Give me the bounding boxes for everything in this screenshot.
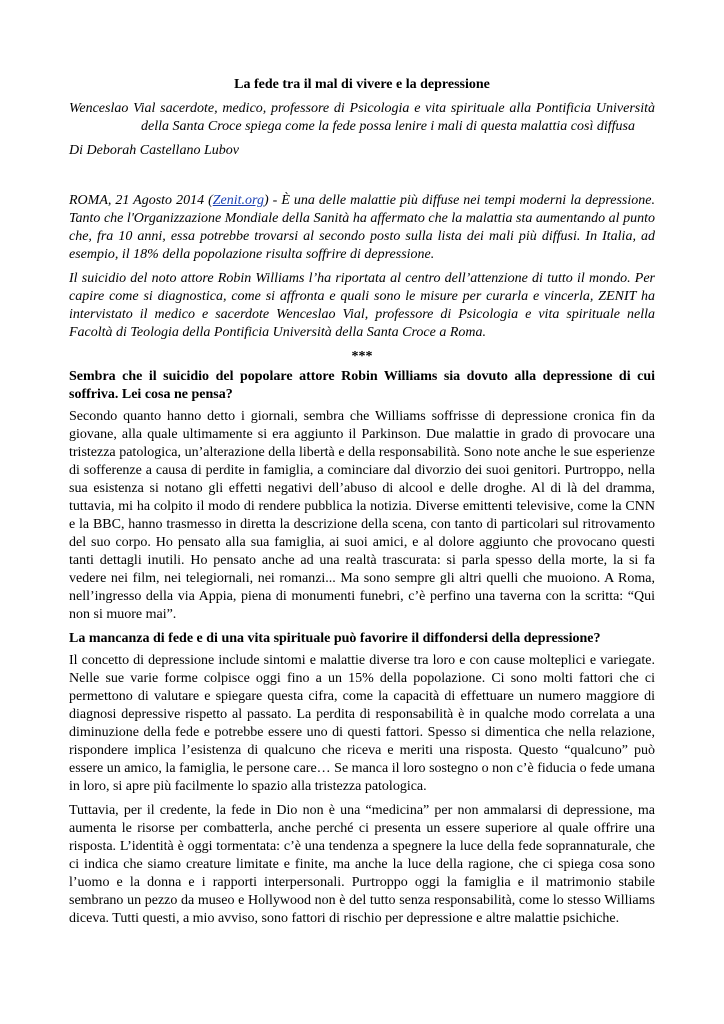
zenit-link[interactable]: Zenit.org — [212, 193, 264, 208]
article-subtitle: Wenceslao Vial sacerdote, medico, professore di Psicologia e vita spirituale alla Pontificia Università della Santa Croce spiega come la fede possa lenire i mali di questa malattia così diffusa — [69, 101, 655, 134]
article-title: La fede tra il mal di vivere e la depressione — [234, 77, 490, 92]
interview-answer-1: Secondo quanto hanno detto i giornali, sembra che Williams soffrisse di depressione cronica fin da giovane, alla quale ultimamente si era aggiunto il Parkinson. Due malattie in grado di provocare una tristezza patologica, un’alterazione della libertà e della responsabilità. Sono note anche le sue esperienze di sofferenze a causa di perdite in famiglia, a cominciare dal divorzio dei suoi genitori. Purtroppo, nella sua esistenza si notano gli effetti negativi dell’abuso di alcool e delle droghe. Al di là del dramma, tuttavia, mi ha colpito il modo di rendere pubblica la notizia. Diverse emittenti televisive, come la CNN e la BBC, hanno trasmesso in diretta la descrizione della scena, con tanto di particolari sul ritrovamento del suo corpo. Ho pensato alla sua famiglia, ai suoi amici, e al dolore aggiunto che provocano questi tanti dettagli inutili. Ho pensato anche ad una realtà trascurata: si parla spesso della morte, la si fa vedere nei film, nei telegiornali, nei romanzi... Ma sono sempre gli altri quelli che muoiono. A Roma, nell’ingresso della via Appia, piena di monumenti funebri, c’è perfino una taverna con la scritta: “Qui non si muore mai”. — [69, 409, 655, 622]
lead-paragraph-1 — [69, 192, 655, 264]
lead-body: ) - È una delle malattie più diffuse nei tempi moderni la depressione. Tanto che l'Organizzazione Mondiale della Sanità ha affermato che la malattia sta aumentando al punto che, fra 10 anni, essa potrebbe trovarsi al secondo posto sulla lista dei mali più diffusi. In Italia, ad esempio, il 18% della popolazione risulta soffrire di depressione. — [69, 193, 655, 262]
lead-prefix: ROMA, 21 Agosto 2014 ( — [69, 193, 213, 208]
interview-question-1: Sembra che il suicidio del popolare attore Robin Williams sia dovuto alla depressione di cui soffriva. Lei cosa ne pensa? — [69, 369, 655, 402]
section-separator: *** — [351, 349, 373, 364]
lead-paragraph-2: Il suicidio del noto attore Robin Williams l’ha riportata al centro dell’attenzione di tutto il mondo. Per capire come si diagnostica, come si affronta e quali sono le misure per curarla e vincerla, ZENIT ha intervistato il medico e sacerdote Wenceslao Vial, professore di Psicologia e vita spirituale nella Facoltà di Teologia della Pontificia Università della Santa Croce a Roma. — [69, 271, 655, 340]
document-page — [69, 76, 655, 934]
interview-question-2: La mancanza di fede e di una vita spirituale può favorire il diffondersi della depressione? — [69, 631, 601, 646]
interview-answer-2b: Tuttavia, per il credente, la fede in Dio non è una “medicina” per non ammalarsi di depressione, ma aumenta le risorse per combatterla, anche perché ci presenta un essere superiore al quale offrire una risposta. L’identità è oggi tormentata: c’è una tendenza a spegnere la luce della fede soprannaturale, che ci indica che siamo creature limitate e finite, ma anche la luce della ragione, che ci spiega cosa sono l’uomo e la donna e i rapporti interpersonali. Purtroppo oggi la famiglia e il matrimonio stabile sembrano un pezzo da museo e Hollywood non è del tutto senza responsabilità, come lo stesso Williams diceva. Tutti questi, a mio avviso, sono fattori di rischio per depressione e altre malattie psichiche. — [69, 803, 655, 926]
article-author: Di Deborah Castellano Lubov — [69, 143, 239, 158]
interview-answer-2a: Il concetto di depressione include sintomi e malattie diverse tra loro e con cause molteplici e variegate. Nelle sue varie forme colpisce oggi fino a un 15% della popolazione. Ci sono molti fattori che ci permettono di valutare e spiegare questa cifra, come la capacità di effettuare un numero maggiore di diagnosi depressive rispetto al passato. La perdita di responsabilità è in qualche modo correlata a una diminuzione della fede e potrebbe essere uno di questi fattori. Spesso si dimentica che nella relazione, rispondere implica l’esistenza di qualcuno che riceva e meriti una risposta. Questo “qualcuno” può essere un amico, la famiglia, le persone care… Se manca il loro sostegno o non c’è fiducia o fede umana in loro, si apre più facilmente lo spazio alla tristezza patologica. — [69, 653, 655, 794]
